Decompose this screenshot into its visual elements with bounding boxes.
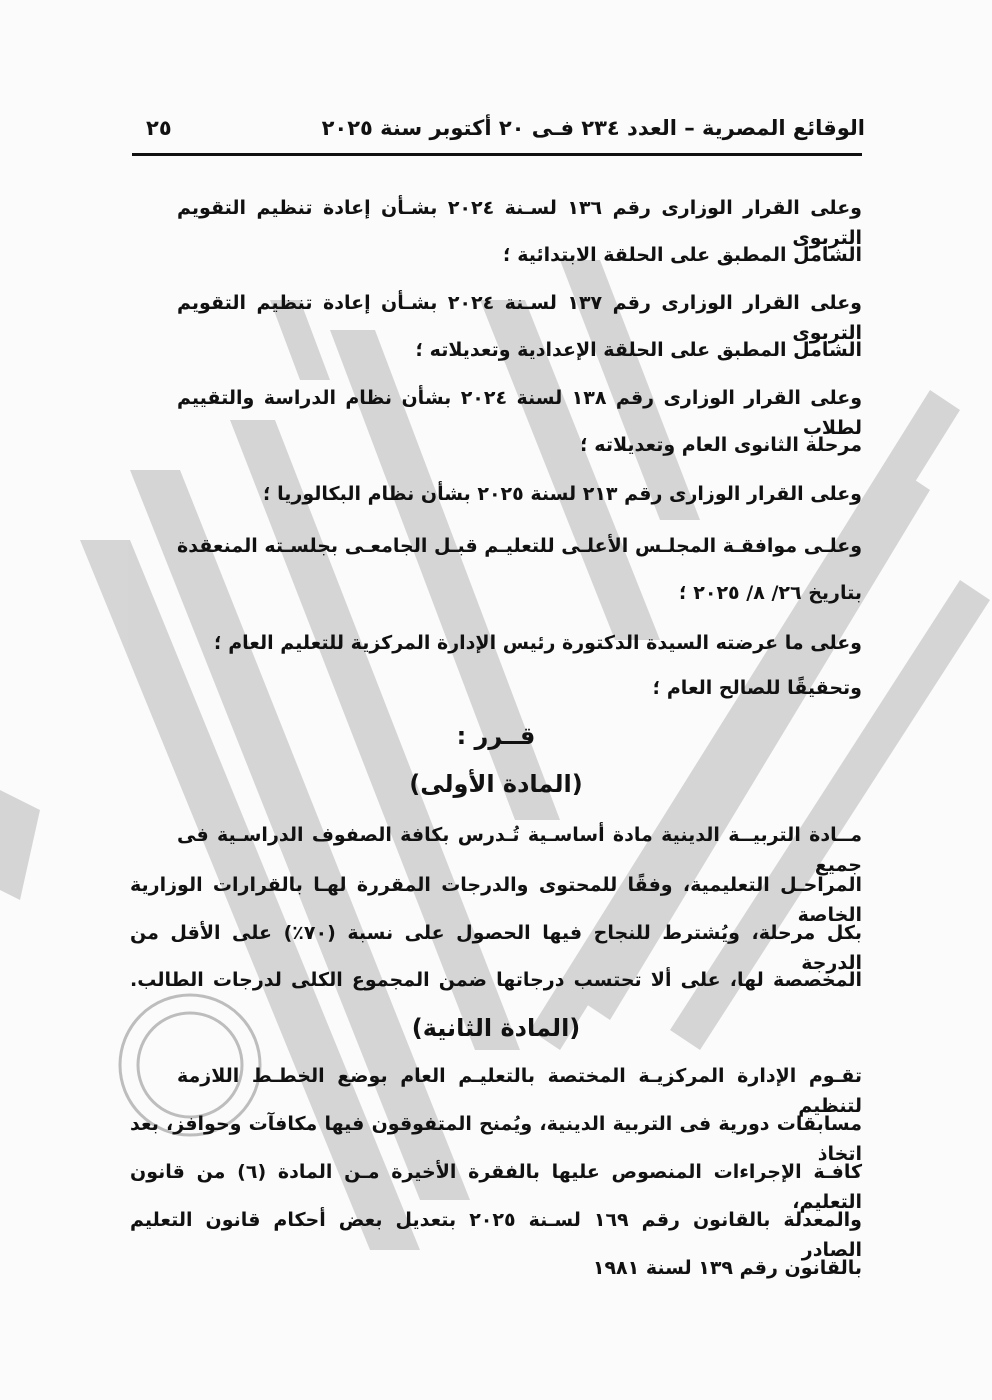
article-2-line: والمعدلة بالقانون رقم ١٦٩ لسـنة ٢٠٢٥ بتعديل بعض أحكام قانون التعليم الصادر [130, 1209, 862, 1261]
paragraph-line: وعلى ما عرضته السيدة الدكتورة رئيس الإدارة المركزية للتعليم العام ؛ [214, 632, 862, 654]
gazette-title: الوقائع المصرية – العدد ٢٣٤ فـى ٢٠ أكتوبر سنة ٢٠٢٥ [321, 116, 865, 140]
paragraph-line: وعلـى موافقـة المجلـس الأعلـى للتعليـم قبـل الجامعـى بجلسـته المنعقدة [177, 535, 862, 557]
article-1-heading: (المادة الأولى) [409, 770, 583, 798]
header-divider [132, 153, 862, 156]
page-header [140, 112, 865, 148]
article-1-line: المخصصة لها، على ألا تحتسب درجاتها ضمن المجموع الكلى لدرجات الطالب. [130, 969, 862, 991]
paragraph-line: الشامل المطبق على الحلقة الابتدائية ؛ [503, 244, 862, 266]
article-1-line: المراحـل التعليمية، وفقًا للمحتوى والدرجات المقررة لهـا بالقرارات الوزارية الخاصة [130, 874, 862, 926]
article-2-line: مسابقات دورية فى التربية الدينية، ويُمنح المتفوقون فيها مكافآت وحوافز، بعد اتخاذ [130, 1113, 862, 1165]
paragraph-line: بتاريخ ٢٦/ ٨/ ٢٠٢٥ ؛ [679, 582, 862, 604]
paragraph-line: وتحقيقًا للصالح العام ؛ [652, 677, 862, 699]
paragraph-line: وعلى القرار الوزارى رقم ٢١٣ لسنة ٢٠٢٥ بشأن نظام البكالوريا ؛ [262, 483, 862, 505]
paragraph-line: وعلى القرار الوزارى رقم ١٣٧ لسـنة ٢٠٢٤ بشـأن إعادة تنظيم التقويم التربوى [177, 292, 862, 344]
paragraph-line: الشامل المطبق على الحلقة الإعدادية وتعديلاته ؛ [415, 339, 862, 361]
article-2-line: كافـة الإجراءات المنصوص عليها بالفقرة الأخيرة مـن المادة (٦) من قانون التعليم، [130, 1161, 862, 1213]
article-1-line: مــادة التربيــة الدينية مادة أساسـية تُـدرس بكافة الصفوف الدراسـية فى جميع [177, 824, 862, 876]
article-2-heading: (المادة الثانية) [411, 1014, 581, 1042]
article-2-line: بالقانون رقم ١٣٩ لسنة ١٩٨١ [592, 1257, 862, 1279]
decision-heading: قــرر : [456, 722, 536, 750]
paragraph-line: مرحلة الثانوى العام وتعديلاته ؛ [580, 434, 862, 456]
article-1-line: بكل مرحلة، ويُشترط للنجاح فيها الحصول على نسبة (٧٠٪) على الأقل من الدرجة [130, 922, 862, 974]
paragraph-line: وعلى القرار الوزارى رقم ١٣٦ لسـنة ٢٠٢٤ بشـأن إعادة تنظيم التقويم التربوى [177, 197, 862, 249]
paragraph-line: وعلى القرار الوزارى رقم ١٣٨ لسنة ٢٠٢٤ بشأن نظام الدراسة والتقييم لطلاب [177, 387, 862, 439]
page-number: ٢٥ [146, 116, 172, 140]
article-2-line: تقـوم الإدارة المركزيـة المختصة بالتعليـم العام بوضع الخطـط اللازمة لتنظيم [177, 1065, 862, 1117]
